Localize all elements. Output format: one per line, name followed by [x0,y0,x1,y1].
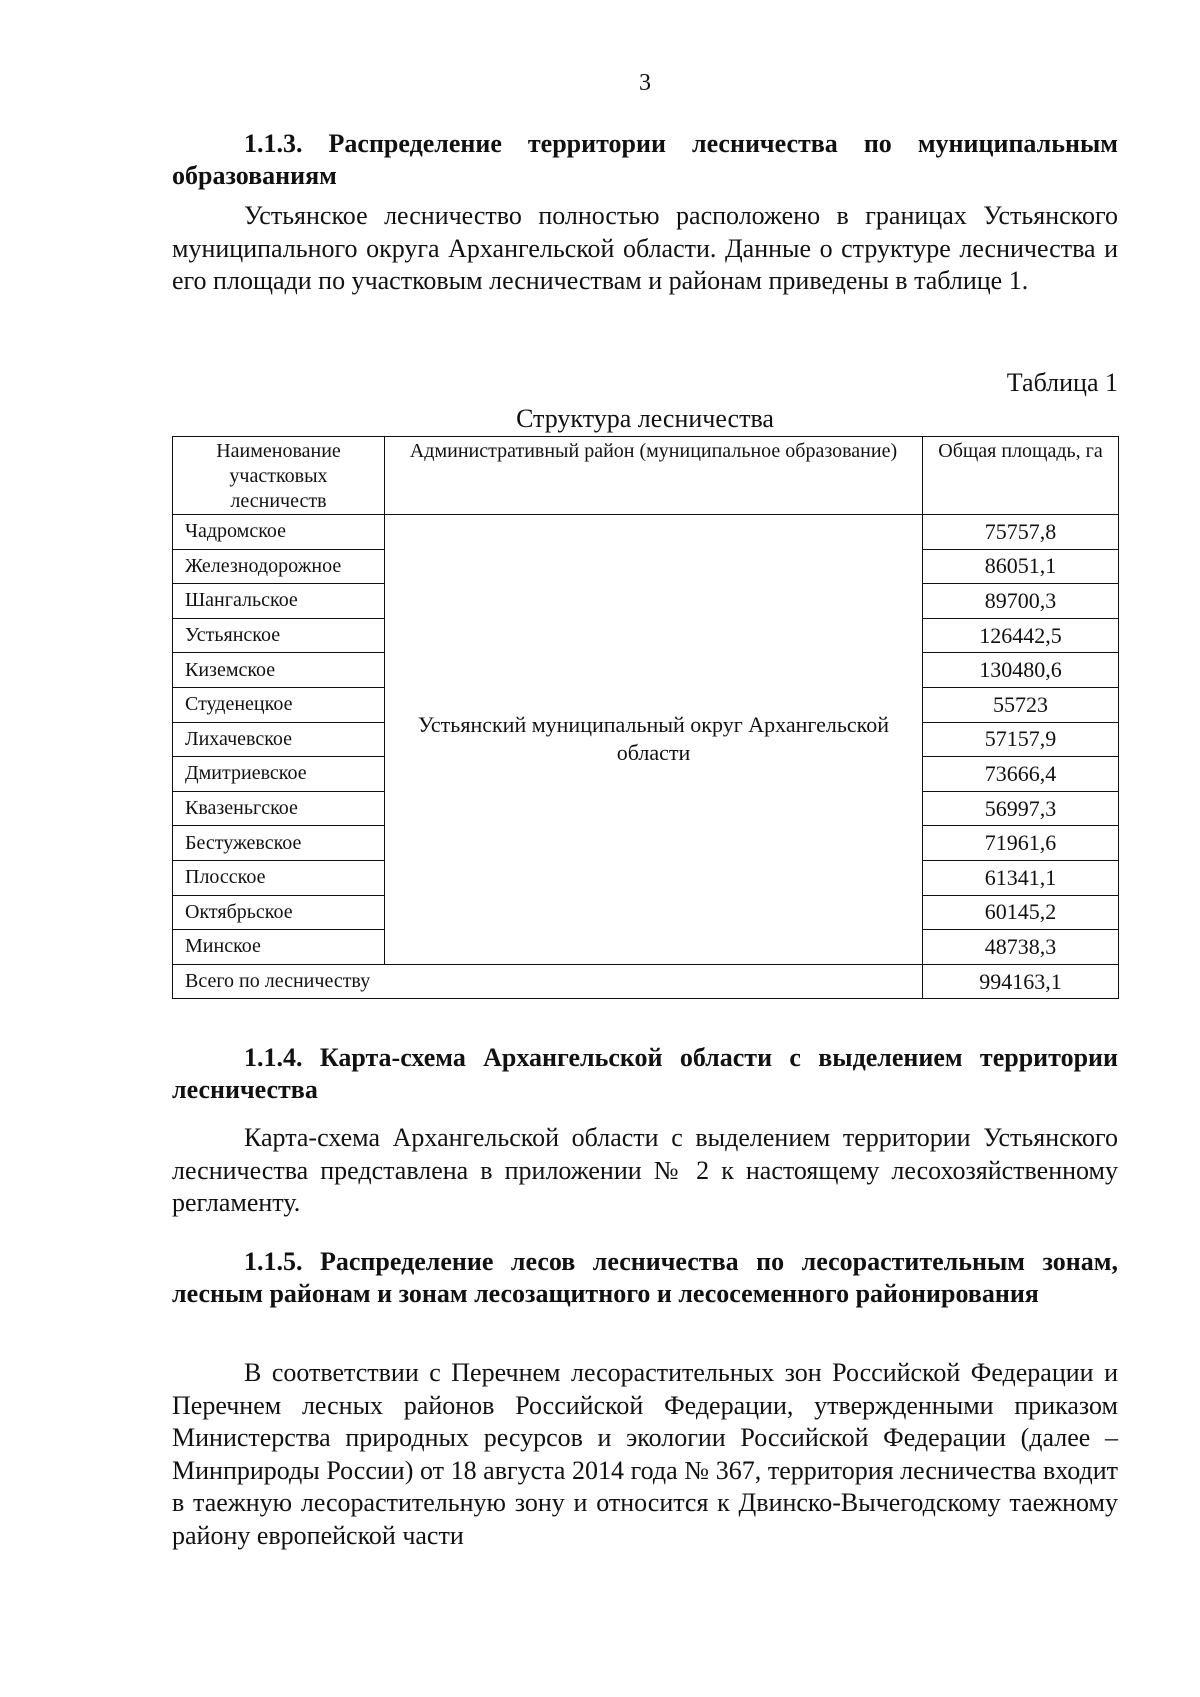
total-label-cell: Всего по лесничеству [173,964,923,999]
page-number: 3 [639,70,651,96]
forestry-name-cell: Октябрьское [173,895,385,930]
area-cell: 56997,3 [923,791,1119,826]
section-paragraph-1-1-3: Устьянское лесничество полностью расположено в границах Устьянского муниципального округа Архангельской области. Данные о структуре лесничества и его площади по участковым лесничествам и районам приведены в таблице 1. [172,201,1118,295]
table-title: Структура лесничества [516,404,774,433]
area-cell: 57157,9 [923,722,1119,757]
header-area: Общая площадь, га [923,437,1119,515]
area-cell: 130480,6 [923,653,1119,688]
area-cell: 126442,5 [923,618,1119,653]
area-cell: 89700,3 [923,584,1119,619]
section-heading-1-1-4: 1.1.4. Карта-схема Архангельской области с выделением территории лесничества [172,1043,1118,1104]
forestry-name-cell: Устьянское [173,618,385,653]
table-row [173,515,1119,550]
forestry-name-cell: Дмитриевское [173,757,385,792]
forestry-name-cell: Квазеньгское [173,791,385,826]
forestry-name-cell: Киземское [173,653,385,688]
area-cell: 73666,4 [923,757,1119,792]
district-cell: Устьянский муниципальный округ Архангельской области [385,515,923,965]
table-body [173,515,1119,999]
area-cell: 86051,1 [923,549,1119,584]
area-cell: 48738,3 [923,930,1119,965]
section-heading-1-1-3: 1.1.3. Распределение территории лесничества по муниципальным образованиям [172,129,1118,190]
header-forestry-name: Наименование участковых лесничеств [173,437,385,515]
section-paragraph-1-1-4: Карта-схема Архангельской области с выделением территории Устьянского лесничества представлена в приложении № 2 к настоящему лесохозяйственному регламенту. [172,1123,1118,1217]
forestry-name-cell: Минское [173,930,385,965]
table-header-row [173,437,1119,515]
area-cell: 75757,8 [923,515,1119,550]
area-cell: 61341,1 [923,860,1119,895]
forestry-name-cell: Железнодорожное [173,549,385,584]
forestry-name-cell: Лихачевское [173,722,385,757]
section-heading-1-1-5: 1.1.5. Распределение лесов лесничества по лесорастительным зонам, лесным районам и зонам лесозащитного и лесосеменного районирования [172,1247,1118,1308]
area-cell: 55723 [923,687,1119,722]
forestry-name-cell: Плосское [173,860,385,895]
area-cell: 71961,6 [923,826,1119,861]
forestry-name-cell: Чадромское [173,515,385,550]
header-district: Административный район (муниципальное образование) [385,437,923,515]
forestry-structure-table [172,436,1119,999]
area-cell: 60145,2 [923,895,1119,930]
forestry-name-cell: Студенецкое [173,687,385,722]
table-total-row [173,964,1119,999]
section-paragraph-1-1-5: В соответствии с Перечнем лесорастительных зон Российской Федерации и Перечнем лесных районов Российской Федерации, утвержденными приказом Министерства природных ресурсов и экологии Российской Федерации (далее – Минприроды России) от 18 августа 2014 года № 367, территория лесничества входит в таежную лесорастительную зону и относится к Двинско-Вычегодскому таежному району европейской части [172,1358,1118,1550]
forestry-name-cell: Шангальское [173,584,385,619]
forestry-name-cell: Бестужевское [173,826,385,861]
total-value-cell: 994163,1 [923,964,1119,999]
table-label: Таблица 1 [1006,368,1118,397]
